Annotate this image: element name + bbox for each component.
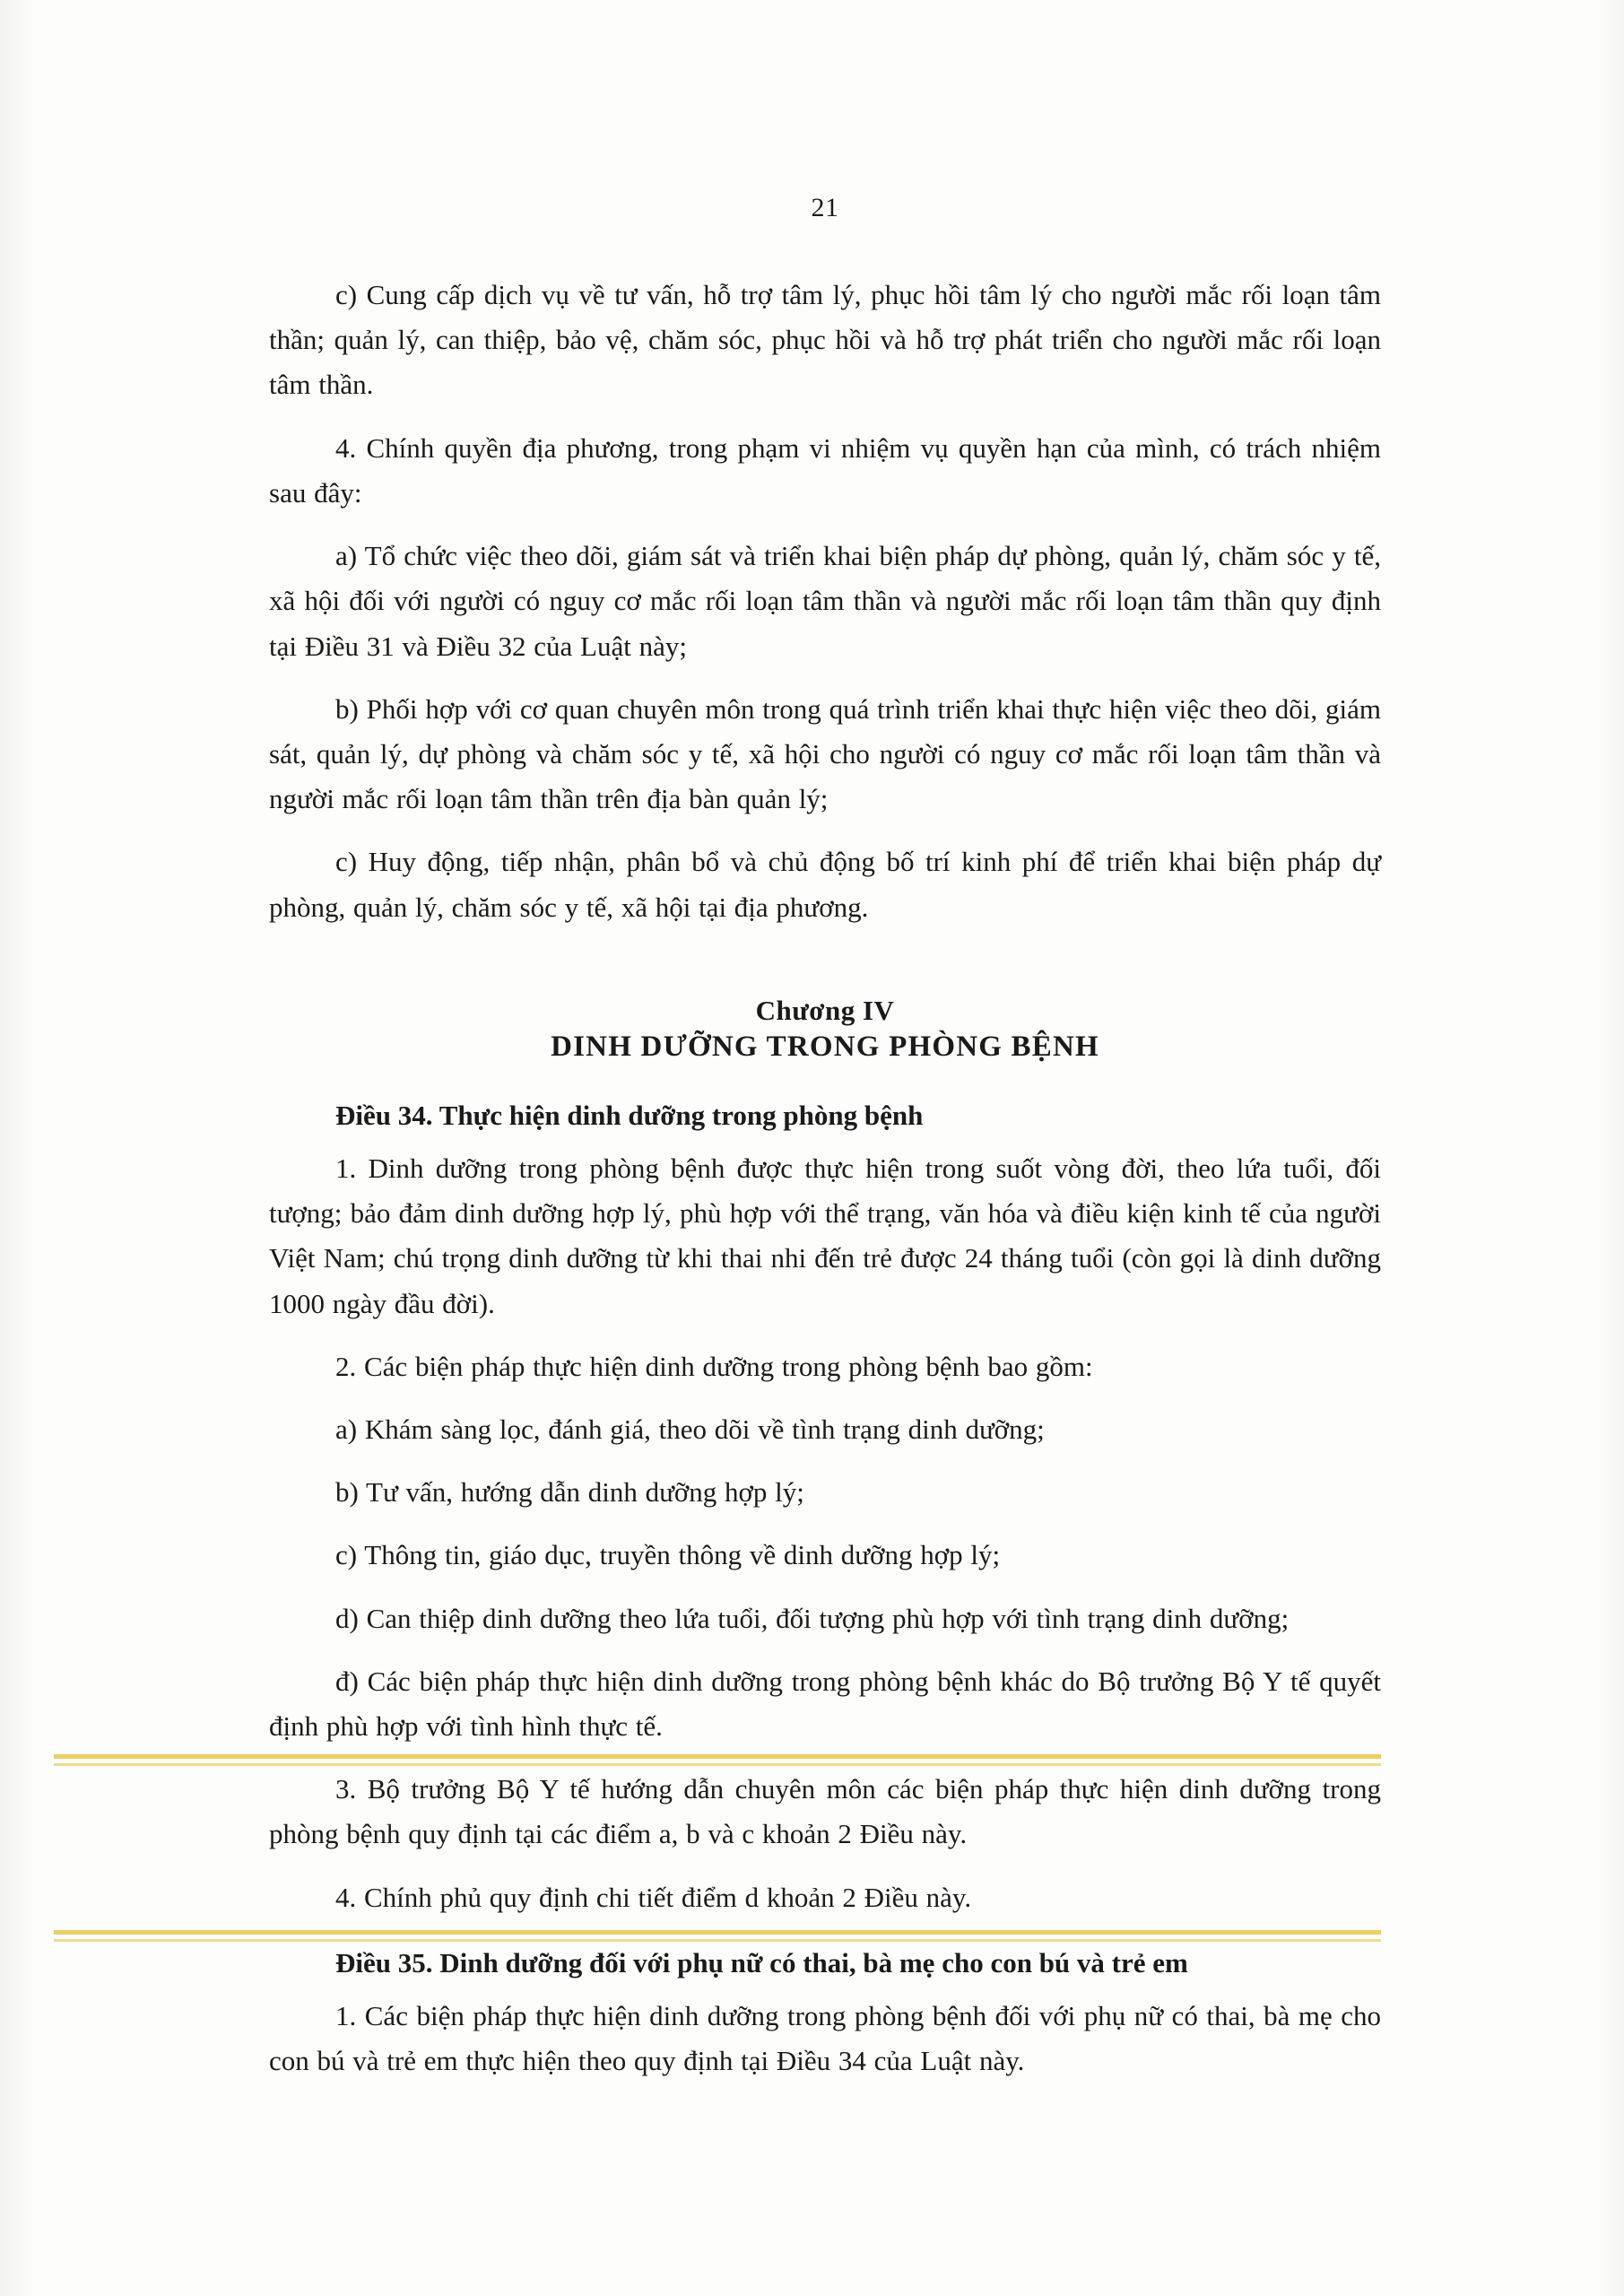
article-34-para-2: 2. Các biện pháp thực hiện dinh dưỡng trong phòng bệnh bao gồm:: [335, 1350, 1093, 1382]
article-34-heading: Điều 34. Thực hiện dinh dưỡng trong phòng bệnh: [335, 1099, 924, 1131]
paragraph-4: 4. Chính quyền địa phương, trong phạm vi nhiệm vụ quyền hạn của mình, có trách nhiệm sau đây:: [269, 431, 1381, 509]
paragraph-4a: a) Tổ chức việc theo dõi, giám sát và triển khai biện pháp dự phòng, quản lý, chăm sóc y tế, xã hội đối với người có nguy cơ mắc rối loạn tâm thần và người mắc rối loạn tâm thần quy định tại Điều 31 và Điều 32 của Luật này;: [269, 540, 1381, 662]
article-34-point-a: a) Khám sàng lọc, đánh giá, theo dõi về tình trạng dinh dưỡng;: [335, 1413, 1045, 1445]
article-34-para-1: 1. Dinh dưỡng trong phòng bệnh được thực hiện trong suốt vòng đời, theo lứa tuổi, đối tượng; bảo đảm dinh dưỡng hợp lý, phù hợp với thể trạng, văn hóa và điều kiện kinh tế của người Việt Nam; chú trọng dinh dưỡng từ khi thai nhi đến trẻ được 24 tháng tuổi (còn gọi là dinh dưỡng 1000 ngày đầu đời).: [269, 1152, 1381, 1319]
article-34-para-4: 4. Chính phủ quy định chi tiết điểm d khoản 2 Điều này.: [335, 1881, 972, 1913]
article-34-point-c: c) Thông tin, giáo dục, truyền thông về dinh dưỡng hợp lý;: [335, 1539, 1001, 1571]
article-34-point-dd: đ) Các biện pháp thực hiện dinh dưỡng trong phòng bệnh khác do Bộ trưởng Bộ Y tế quyết định phù hợp với tình hình thực tế.: [269, 1665, 1381, 1743]
page-edge-shadow-left: [0, 0, 34, 2296]
article-34-para-3: 3. Bộ trưởng Bộ Y tế hướng dẫn chuyên môn các biện pháp thực hiện dinh dưỡng trong phòng bệnh quy định tại các điểm a, b và c khoản 2 Điều này.: [269, 1773, 1381, 1850]
page-edge-shadow-right: [1597, 0, 1624, 2296]
article-35-heading: Điều 35. Dinh dưỡng đối với phụ nữ có thai, bà mẹ cho con bú và trẻ em: [335, 1946, 1188, 1979]
article-35-para-1: 1. Các biện pháp thực hiện dinh dưỡng trong phòng bệnh đối với phụ nữ có thai, bà mẹ cho con bú và trẻ em thực hiện theo quy định tại Điều 34 của Luật này.: [269, 1999, 1381, 2077]
chapter-label: Chương IV: [755, 994, 895, 1026]
page-content: [269, 193, 1381, 2089]
paragraph-4c-2: c) Huy động, tiếp nhận, phân bổ và chủ động bố trí kinh phí để triển khai biện pháp dự phòng, quản lý, chăm sóc y tế, xã hội tại địa phương.: [269, 846, 1381, 923]
page-number: 21: [811, 193, 839, 222]
article-34-point-d: d) Can thiệp dinh dưỡng theo lứa tuổi, đối tượng phù hợp với tình trạng dinh dưỡng;: [335, 1602, 1290, 1634]
paragraph-4c: c) Cung cấp dịch vụ về tư vấn, hỗ trợ tâm lý, phục hồi tâm lý cho người mắc rối loạn tâm thần; quản lý, can thiệp, bảo vệ, chăm sóc, phục hồi và hỗ trợ phát triển cho người mắc rối loạn tâm thần.: [269, 279, 1381, 401]
paragraph-4b: b) Phối hợp với cơ quan chuyên môn trong quá trình triển khai thực hiện việc theo dõi, giám sát, quản lý, dự phòng và chăm sóc y tế, xã hội cho người có nguy cơ mắc rối loạn tâm thần và người mắc rối loạn tâm thần trên địa bàn quản lý;: [269, 692, 1381, 815]
chapter-title: DINH DƯỠNG TRONG PHÒNG BỆNH: [551, 1030, 1099, 1063]
chapter-block: [269, 995, 1381, 1064]
article-34-point-b: b) Tư vấn, hướng dẫn dinh dưỡng hợp lý;: [335, 1476, 804, 1509]
